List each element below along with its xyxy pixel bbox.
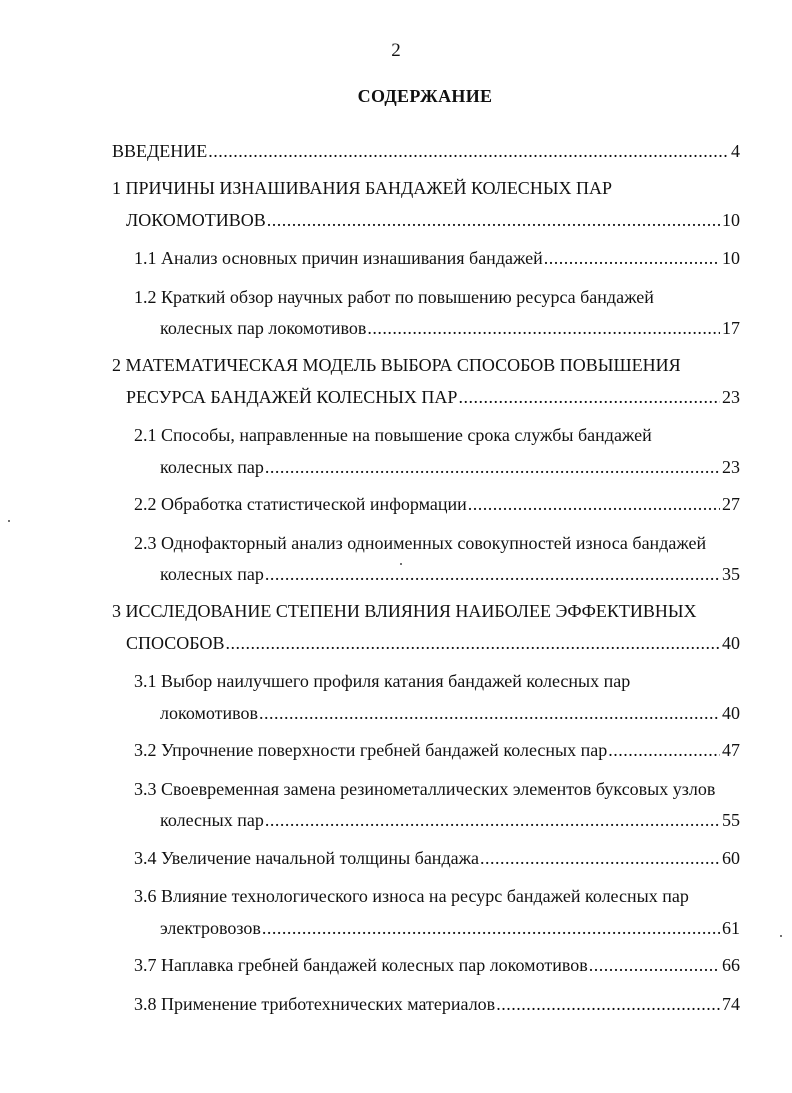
toc-entry-page: 74 <box>722 994 740 1014</box>
toc-entry-page: 35 <box>722 564 740 584</box>
toc-entry-page: 61 <box>722 918 740 938</box>
toc-entry-number: 2.3 <box>134 533 157 553</box>
toc-entry-number: 3.2 <box>134 740 157 760</box>
toc-leader <box>468 493 720 515</box>
toc-leader <box>267 209 720 231</box>
toc-leader <box>262 917 720 939</box>
toc-entry-title-cont: ЛОКОМОТИВОВ <box>126 210 266 230</box>
toc-entry-number: 3.4 <box>134 848 157 868</box>
page-number: 2 <box>391 40 401 61</box>
toc-entry-page: 40 <box>722 703 740 723</box>
toc-entry-title: Применение триботехнических материалов <box>161 994 496 1014</box>
toc-entry-page: 23 <box>722 387 740 407</box>
toc-entry-page: 27 <box>722 494 740 514</box>
toc-entry-3-3[interactable] <box>134 778 715 800</box>
toc-entry-number: 3.1 <box>134 671 157 691</box>
toc-entry-3-3-cont[interactable] <box>160 809 740 831</box>
toc-entry-2-3[interactable] <box>134 532 706 554</box>
toc-entry-title: Однофакторный анализ одноименных совокупностей износа бандажей <box>161 533 707 553</box>
toc-entry-chapter-1[interactable] <box>112 177 612 199</box>
toc-entry-title: Обработка статистической информации <box>161 494 467 514</box>
toc-leader <box>608 739 720 761</box>
toc-leader <box>265 809 720 831</box>
toc-entry-number: 2.2 <box>134 494 157 514</box>
scan-speck <box>400 563 402 565</box>
toc-entry-page: 23 <box>722 457 740 477</box>
toc-entry-title: ИССЛЕДОВАНИЕ СТЕПЕНИ ВЛИЯНИЯ НАИБОЛЕЕ ЭФФЕКТИВНЫХ <box>125 601 697 621</box>
toc-leader <box>544 247 720 269</box>
toc-entry-number: 3.8 <box>134 994 157 1014</box>
toc-entry-title: Своевременная замена резинометаллических элементов буксовых узлов <box>161 779 716 799</box>
toc-entry-intro[interactable] <box>112 140 740 162</box>
toc-entry-page: 10 <box>722 210 740 230</box>
toc-entry-2-3-cont[interactable] <box>160 563 740 585</box>
toc-entry-3-2[interactable] <box>134 739 740 761</box>
toc-entry-chapter-3-cont[interactable] <box>126 632 740 654</box>
toc-entry-title: ПРИЧИНЫ ИЗНАШИВАНИЯ БАНДАЖЕЙ КОЛЕСНЫХ ПАР <box>125 178 613 198</box>
toc-entry-2-1-cont[interactable] <box>160 456 740 478</box>
scan-speck <box>8 520 10 522</box>
toc-entry-title: Способы, направленные на повышение срока службы бандажей <box>161 425 652 445</box>
toc-entry-page: 40 <box>722 633 740 653</box>
toc-entry-chapter-3[interactable] <box>112 600 697 622</box>
toc-entry-title-cont: электровозов <box>160 918 261 938</box>
toc-entry-3-6[interactable] <box>134 885 689 907</box>
toc-leader <box>208 140 729 162</box>
toc-entry-number: 3 <box>112 601 121 621</box>
toc-entry-2-2[interactable] <box>134 493 740 515</box>
toc-entry-page: 4 <box>731 141 740 161</box>
toc-entry-page: 60 <box>722 848 740 868</box>
toc-entry-3-6-cont[interactable] <box>160 917 740 939</box>
toc-leader <box>589 954 720 976</box>
toc-entry-title: Влияние технологического износа на ресурс бандажей колесных пар <box>161 886 689 906</box>
toc-entry-page: 47 <box>722 740 740 760</box>
toc-entry-2-1[interactable] <box>134 424 652 446</box>
toc-entry-title-cont: колесных пар <box>160 564 264 584</box>
toc-entry-title-cont: колесных пар <box>160 457 264 477</box>
toc-entry-number: 2 <box>112 355 121 375</box>
toc-entry-3-4[interactable] <box>134 847 740 869</box>
toc-leader <box>259 702 720 724</box>
toc-entry-chapter-2[interactable] <box>112 354 681 376</box>
toc-leader <box>458 386 720 408</box>
scan-speck <box>780 935 782 937</box>
toc-entry-number: 3.6 <box>134 886 157 906</box>
toc-entry-title: Краткий обзор научных работ по повышению ресурса бандажей <box>161 287 654 307</box>
toc-entry-title-cont: колесных пар локомотивов <box>160 318 367 338</box>
toc-entry-1-1[interactable] <box>134 247 740 269</box>
toc-entry-3-1[interactable] <box>134 670 630 692</box>
toc-entry-3-1-cont[interactable] <box>160 702 740 724</box>
toc-entry-title: МАТЕМАТИЧЕСКАЯ МОДЕЛЬ ВЫБОРА СПОСОБОВ ПОВЫШЕНИЯ <box>125 355 681 375</box>
toc-entry-3-8[interactable] <box>134 993 740 1015</box>
toc-entry-title: Упрочнение поверхности гребней бандажей колесных пар <box>161 740 608 760</box>
toc-entry-page: 55 <box>722 810 740 830</box>
toc-entry-title: ВВЕДЕНИЕ <box>112 141 208 161</box>
page-title: СОДЕРЖАНИЕ <box>357 86 493 106</box>
toc-leader <box>265 563 720 585</box>
toc-entry-page: 10 <box>722 248 740 268</box>
toc-leader <box>225 632 720 654</box>
toc-entry-title-cont: колесных пар <box>160 810 264 830</box>
toc-entry-number: 3.7 <box>134 955 157 975</box>
toc-entry-3-7[interactable] <box>134 954 740 976</box>
toc-entry-number: 1.1 <box>134 248 157 268</box>
toc-entry-1-2[interactable] <box>134 286 654 308</box>
toc-leader <box>367 317 720 339</box>
toc-entry-title-cont: локомотивов <box>160 703 258 723</box>
toc-entry-chapter-2-cont[interactable] <box>126 386 740 408</box>
toc-entry-title: Анализ основных причин изнашивания бандажей <box>161 248 543 268</box>
toc-leader <box>265 456 720 478</box>
toc-entry-number: 1 <box>112 178 121 198</box>
toc-entry-title: Выбор наилучшего профиля катания бандажей колесных пар <box>161 671 631 691</box>
toc-leader <box>480 847 720 869</box>
toc-entry-1-2-cont[interactable] <box>160 317 740 339</box>
toc-entry-page: 66 <box>722 955 740 975</box>
toc-entry-title: Наплавка гребней бандажей колесных пар локомотивов <box>161 955 588 975</box>
toc-entry-title-cont: РЕСУРСА БАНДАЖЕЙ КОЛЕСНЫХ ПАР <box>126 387 458 407</box>
toc-leader <box>496 993 720 1015</box>
toc-entry-title-cont: СПОСОБОВ <box>126 633 225 653</box>
toc-entry-number: 3.3 <box>134 779 157 799</box>
toc-entry-chapter-1-cont[interactable] <box>126 209 740 231</box>
toc-entry-title: Увеличение начальной толщины бандажа <box>161 848 480 868</box>
toc-entry-number: 1.2 <box>134 287 157 307</box>
toc-entry-number: 2.1 <box>134 425 157 445</box>
toc-entry-page: 17 <box>722 318 740 338</box>
